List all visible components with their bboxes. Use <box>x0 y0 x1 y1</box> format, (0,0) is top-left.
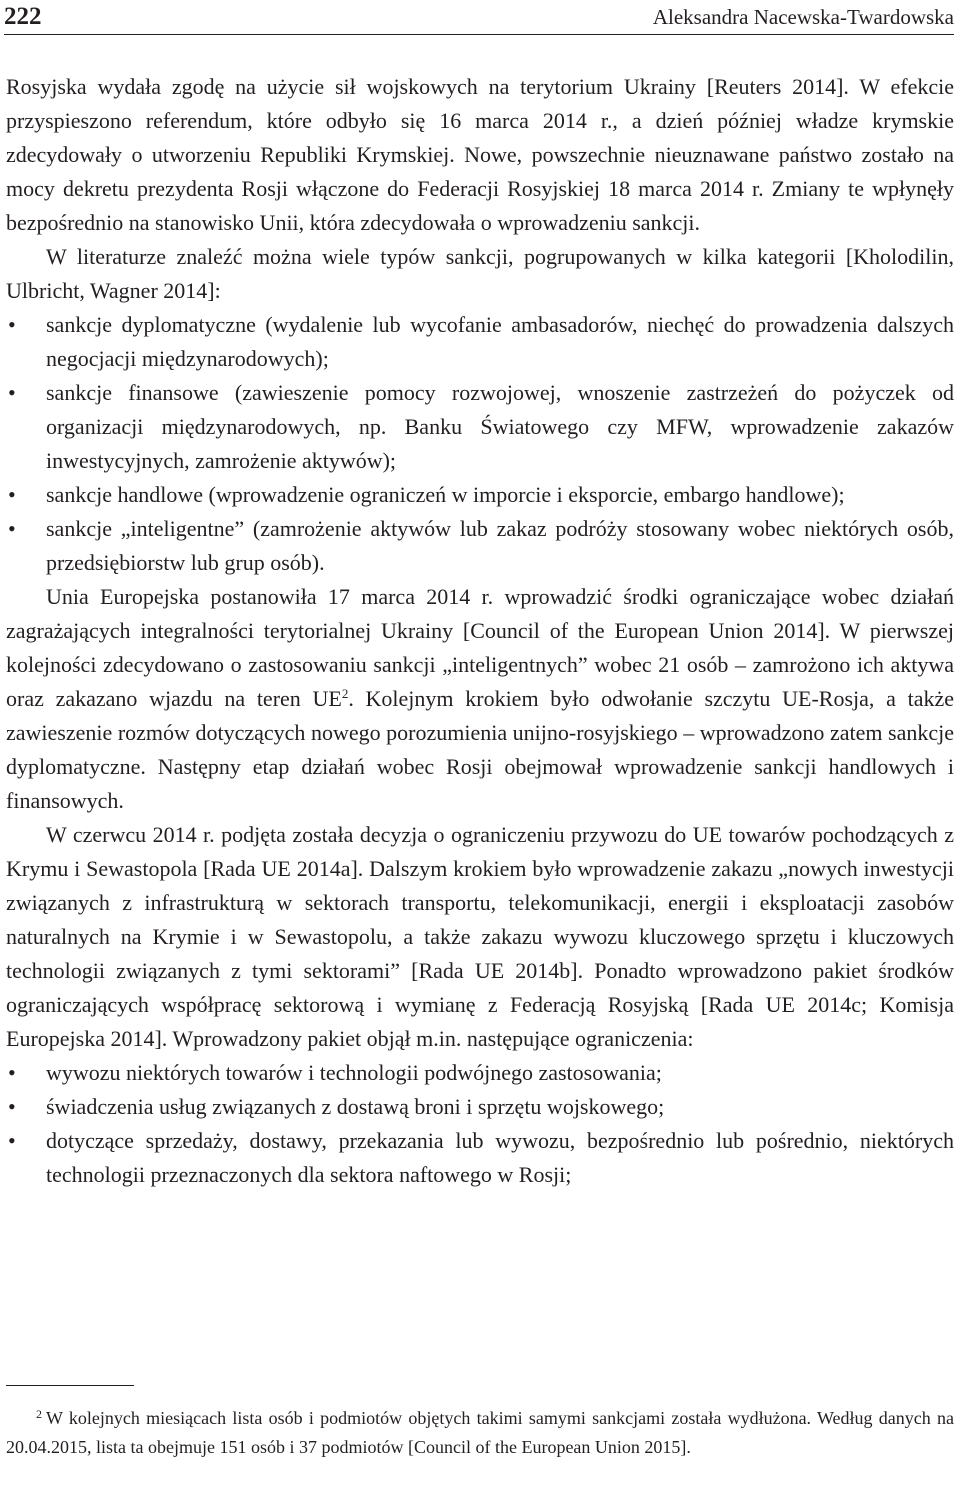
footnote-reference[interactable]: 2 <box>341 686 349 701</box>
list-item-text: dotyczące sprzedaży, dostawy, przekazania lub wywozu, bezpośrednio lub pośrednio, niektórych technologii przeznaczonych dla sektora naftowego w Rosji; <box>46 1128 954 1187</box>
bullet-icon: • <box>8 516 16 541</box>
list-item-text: świadczenia usług związanych z dostawą broni i sprzętu wojskowego; <box>46 1094 665 1119</box>
list-item-text: sankcje handlowe (wprowadzenie ograniczeń w imporcie i eksporcie, embargo handlowe); <box>46 482 845 507</box>
list-item-text: sankcje dyplomatyczne (wydalenie lub wycofanie ambasadorów, niechęć do prowadzenia dalszych negocjacji międzynarodowych); <box>46 312 954 371</box>
page-header <box>4 0 954 35</box>
list-item-text: sankcje „inteligentne” (zamrożenie aktywów lub zakaz podróży stosowany wobec niektórych osób, przedsiębiorstw lub grup osób). <box>46 516 954 575</box>
footnote-number: 2 <box>36 1407 42 1421</box>
restrictions-list <box>6 1056 954 1192</box>
footnote-text: W kolejnych miesiącach lista osób i podmiotów objętych takimi samymi sankcjami została wydłużona. Według danych na 20.04.2015, lista ta obejmuje 151 osób i 37 podmiotów [Council of the European Union 2015]. <box>6 1408 954 1457</box>
bullet-icon: • <box>8 482 16 507</box>
footnote-divider <box>6 1385 134 1386</box>
list-item <box>6 308 954 376</box>
footnote-marker <box>6 1404 46 1433</box>
running-head-author: Aleksandra Nacewska-Twardowska <box>652 5 954 29</box>
list-item-text: sankcje finansowe (zawieszenie pomocy rozwojowej, wnoszenie zastrzeżeń do pożyczek od organizacji międzynarodowych, np. Banku Światowego czy MFW, wprowadzenie zakazów inwestycyjnych, zamrożenie aktywów); <box>46 380 954 473</box>
bullet-icon: • <box>8 380 16 405</box>
footnote <box>6 1404 954 1462</box>
paragraph-text: Unia Europejska postanowiła 17 marca 2014 r. wprowadzić środki ograniczające wobec działań zagrażających integralności terytorialnej Ukrainy [Council of the European Union 2014]. W pierwszej kolejności zdecydowano o zastosowaniu sankcji „inteligentnych” wobec 21 osób – zamrożono ich aktywa oraz zakazano wjazdu na teren UE <box>6 584 954 711</box>
list-item <box>6 512 954 580</box>
list-item <box>6 1056 954 1090</box>
body-text <box>6 70 954 1192</box>
list-item <box>6 1124 954 1192</box>
paragraph-sanction-types: W literaturze znaleźć można wiele typów sankcji, pogrupowanych w kilka kategorii [Kholodilin, Ulbricht, Wagner 2014]: <box>6 244 954 303</box>
list-item <box>6 376 954 478</box>
list-item <box>6 1090 954 1124</box>
paragraph-crimea: Rosyjska wydała zgodę na użycie sił wojskowych na terytorium Ukrainy [Reuters 2014]. W efekcie przyspieszono referendum, które odbyło się 16 marca 2014 r., a dzień później władze krymskie zdecydowały o utworzeniu Republiki Krymskiej. Nowe, powszechnie nieuznawane państwo zostało na mocy dekretu prezydenta Rosji włączone do Federacji Rosyjskiej 18 marca 2014 r. Zmiany te wpłynęły bezpośrednio na stanowisko Unii, która zdecydowała o wprowadzeniu sankcji. <box>6 74 954 235</box>
paragraph-june-decision: W czerwcu 2014 r. podjęta została decyzja o ograniczeniu przywozu do UE towarów pochodzących z Krymu i Sewastopola [Rada UE 2014a]. Dalszym krokiem było wprowadzenie zakazu „nowych inwestycji związanych z infrastrukturą w sektorach transportu, telekomunikacji, energii i eksploatacji zasobów naturalnych na Krymie i w Sewastopolu, a także zakazu wywozu kluczowego sprzętu i kluczowych technologii związanych z tymi sektorami” [Rada UE 2014b]. Ponadto wprowadzono pakiet środków ograniczających współpracę sektorową i wymianę z Federacją Rosyjską [Rada UE 2014c; Komisja Europejska 2014]. Wprowadzony pakiet objął m.in. następujące ograniczenia: <box>6 822 954 1051</box>
list-item-text: wywozu niektórych towarów i technologii podwójnego zastosowania; <box>46 1060 662 1085</box>
sanction-types-list <box>6 308 954 580</box>
paragraph-eu-measures <box>6 580 954 818</box>
bullet-icon: • <box>8 1094 16 1119</box>
bullet-icon: • <box>8 1128 16 1153</box>
page-number: 222 <box>4 3 42 30</box>
bullet-icon: • <box>8 1060 16 1085</box>
list-item <box>6 478 954 512</box>
paragraph-text: . Kolejnym krokiem było odwołanie szczytu UE-Rosja, a także zawieszenie rozmów dotyczących nowego porozumienia unijno-rosyjskiego – wprowadzono zatem sankcje dyplomatyczne. Następny etap działań wobec Rosji obejmował wprowadzenie sankcji handlowych i finansowych. <box>6 686 954 813</box>
bullet-icon: • <box>8 312 16 337</box>
